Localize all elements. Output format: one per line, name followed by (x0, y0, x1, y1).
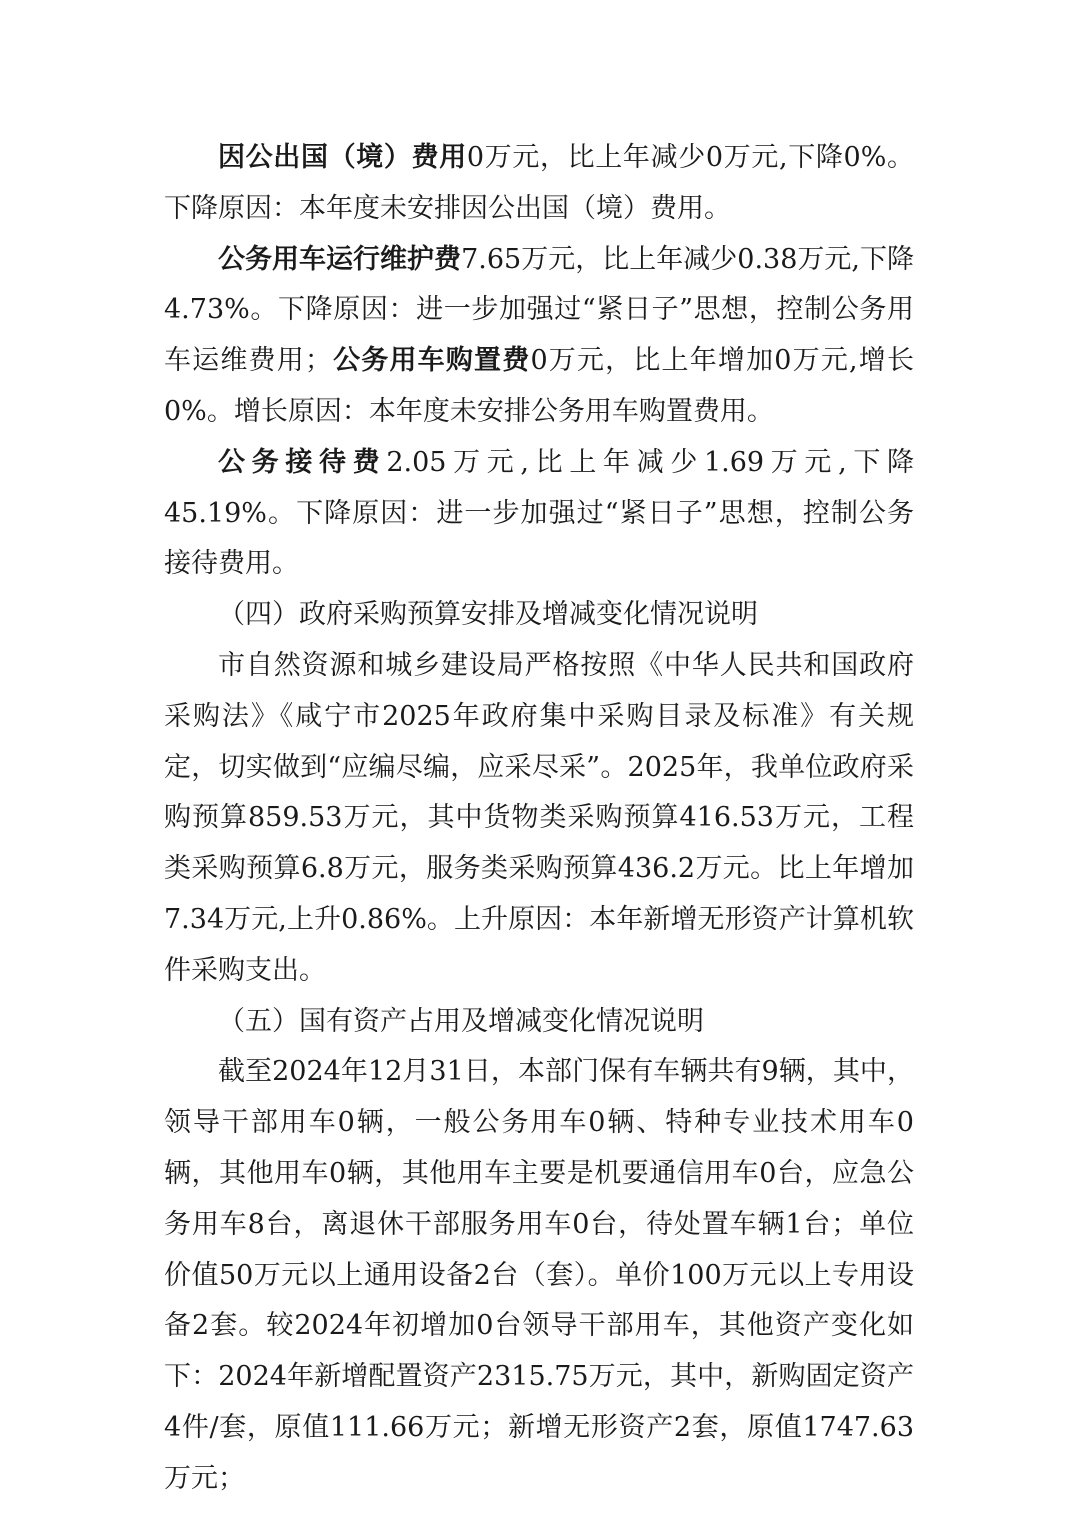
paragraph-overseas-travel (164, 133, 914, 235)
paragraph-procurement: 市自然资源和城乡建设局严格按照《中华人民共和国政府采购法》《咸宁市2025年政府集中采购目录及标准》有关规定，切实做到“应编尽编，应采尽采”。2025年，我单位政府采购预算859.53万元，其中货物类采购预算416.53万元，工程类采购预算6.8万元，服务类采购预算436.2万元。比上年增加7.34万元,上升0.86%。上升原因：本年新增无形资产计算机软件采购支出。 (164, 649, 914, 986)
paragraph-text: 2.05万元,比上年减少1.69万元,下降45.19%。下降原因：进一步加强过“紧日子”思想，控制公务接待费用。 (164, 446, 915, 580)
paragraph-text: 0万元，比上年增加0万元,增长0%。增长原因：本年度未安排公务用车购置费用。 (164, 345, 914, 427)
section-heading-procurement: （四）政府采购预算安排及增减变化情况说明 (218, 599, 758, 631)
paragraph-text: 0万元，比上年减少0万元,下降0%。下降原因：本年度未安排因公出国（境）费用。 (164, 142, 914, 224)
term-vehicle-purchase: 公务用车购置费 (331, 345, 531, 377)
paragraph-assets: 截至2024年12月31日，本部门保有车辆共有9辆，其中，领导干部用车0辆，一般公务用车0辆、特种专业技术用车0辆，其他用车0辆，其他用车主要是机要通信用车0台，应急公务用车8台，离退休干部服务用车0台，待处置车辆1台；单位价值50万元以上通用设备2台（套）。单价100万元以上专用设备2套。较2024年初增加0台领导干部用车，其他资产变化如下：2024年新增配置资产2315.75万元，其中，新购固定资产4件/套，原值111.66万元；新增无形资产2套，原值1747.63万元； (164, 1056, 914, 1494)
section-heading-assets: （五）国有资产占用及增减变化情况说明 (218, 1005, 704, 1037)
term-reception: 公务接待费 (218, 446, 387, 478)
term-vehicle-maintenance: 公务用车运行维护费 (218, 243, 462, 275)
paragraph-vehicle-costs (164, 235, 914, 438)
term-overseas-travel: 因公出国（境）费用 (218, 142, 467, 173)
document-body (164, 133, 914, 1505)
paragraph-text: 7.65万元，比上年减少0.38万元,下降4.73%。下降原因：进一步加强过“紧日子”思想，控制公务用车运维费用； (164, 243, 914, 377)
paragraph-reception (164, 438, 914, 590)
